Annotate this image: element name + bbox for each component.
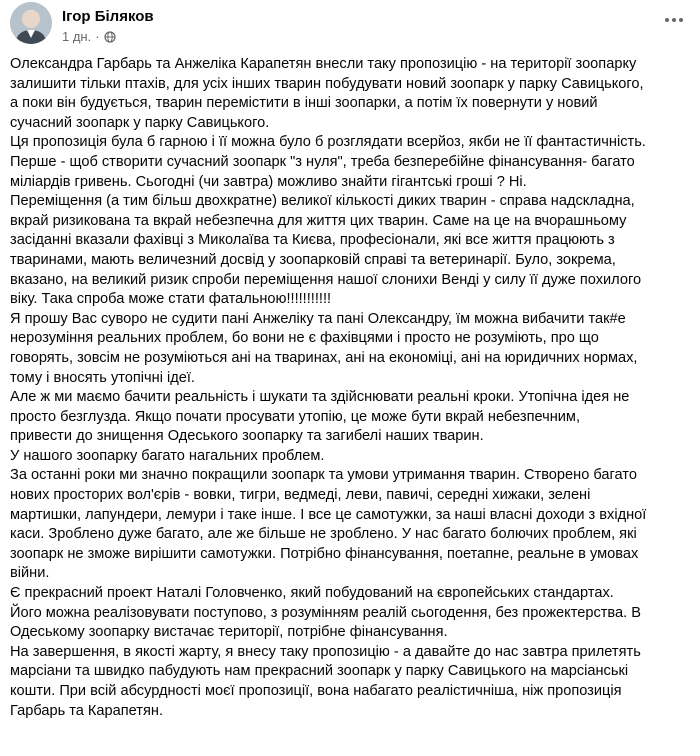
post-text-line: Олександра Гарбарь та Анжеліка Карапетян внесли таку пропозицію - на території зоопарку (10, 56, 637, 72)
post-text-line: нових просторих вол'єрів - вовки, тигри, ведмеді, леви, павичі, середні хижаки, зелені (10, 487, 591, 504)
post-text-line: тваринами, мають величезний досвід у зоопарковій справі та ветеринарії. Було, зокрема, (10, 251, 616, 268)
post-body (10, 55, 694, 721)
post-text-line: каси. Зроблено дуже багато, але же більше не зроблено. У нас багато болючих проблем, які (10, 526, 637, 543)
post-text-line: сучасний зоопарк у парку Савицького. (10, 114, 270, 131)
post-text-line: На завершення, в якості жарту, я внесу таку пропозицію - а давайте до нас завтра прилетять (10, 643, 641, 660)
post-text-line: Перше - щоб створити сучасний зоопарк "з нуля", треба безперебійне фінансування- багато (10, 153, 635, 170)
post-text-line: Але ж ми маємо бачити реальність і шукати та здійснювати реальні кроки. Утопічна ідея не (10, 389, 630, 406)
post-text-line: За останні роки ми значно покращили зоопарк та умови утримання тварин. Створено багато (10, 467, 637, 484)
post-text-line: Гарбарь та Карапетян. (10, 702, 164, 719)
post-text-line: Ця пропозиція була б гарною і її можна було б розглядати всерйоз, якби не її фантастичність. (10, 134, 646, 151)
post-text-line: засіданні вказали фахівці з Миколаїва та Києва, професіонали, які все життя працюють з (10, 232, 615, 249)
post-text-line: Переміщення (а тим більш двохкратне) великої кількості диких тварин - справа надскладна, (10, 193, 635, 210)
author-name[interactable]: Ігор Біляков (62, 8, 154, 25)
post-text-line: мартишки, лапундери, лемури і таке інше. І все це самотужки, за наші власні доходи з вхідної (10, 506, 647, 523)
post-text-line: віку. Така спроба може стати фатальною!!!!!!!!!!! (10, 291, 332, 308)
post-timestamp[interactable]: 1 дн. (62, 29, 92, 44)
dot-separator: · (95, 29, 100, 44)
post-text-line: війни. (10, 565, 50, 582)
post-header (0, 0, 700, 54)
post-text-line: марсіани та швидко пабудують нам прекрасний зоопарк у парку Савицького на марсіанські (10, 663, 629, 680)
post-text-line: а поки він будується, тварин перемістити в інші зоопарки, а потім їх повернути у новий (10, 95, 598, 112)
post-text-line: Є прекрасний проект Наталі Головченко, який побудований на європейських стандартах. (10, 585, 614, 602)
post-text-line: міліардів гривень. Сьогодні (чи завтра) можливо знайти гігантські гроші ? Ні. (10, 173, 527, 190)
post-text-line: вказано, на великий ризик спроби переміщення нашої слонихи Венді у силу її дуже похилого (10, 271, 642, 288)
post-text-line: привести до знищення Одеського зоопарку та загибелі наших тварин. (10, 428, 484, 445)
post-text-line: Його можна реалізовувати поступово, з розумінням реалій сьогодення, без прожектерства. В (10, 604, 641, 621)
post-text-line: тому і вносять утопічні ідеї. (10, 369, 195, 386)
author-avatar[interactable] (10, 2, 52, 44)
globe-icon (104, 31, 116, 43)
post-text-line: нерозуміння реальних проблем, бо вони не є фахівцями і просто не розуміють, про що (10, 330, 599, 347)
post-text-line: вкрай ризикована та вкрай небезпечна для життя цих тварин. Саме на це на вчорашньому (10, 212, 627, 229)
post-text-line: Я прошу Вас суворо не судити пані Анжеліку та пані Олександру, їм можна вибачити так#е (10, 310, 626, 327)
post-meta (62, 29, 116, 44)
post-text-line: залишити тільки птахів, для усіх інших тварин побудувати новий зоопарк у парку Савицького, (10, 75, 644, 92)
post-text-line: У нашого зоопарку багато нагальних проблем. (10, 447, 325, 464)
more-options-icon[interactable] (660, 10, 688, 30)
post-text-line: просто безглузда. Якщо почати просувати утопію, це може бути вкрай небезпечним, (10, 408, 581, 425)
avatar-image-icon (10, 2, 52, 44)
post-text-line: кошти. При всій абсурдності моєї пропозиції, вона набагато реалістичніша, ніж пропозиція (10, 683, 622, 699)
post-text-line: говорять, зовсім не розуміються ані на тваринах, ані на економіці, ані на юридичних нормах, (10, 349, 638, 366)
post-text-line: зоопарк не зможе вирішити самотужки. Потрібно фінансування, поетапне, реальне в умовах (10, 545, 639, 562)
post-text-line: Одеському зоопарку вистачає території, потрібне фінансування. (10, 624, 448, 641)
